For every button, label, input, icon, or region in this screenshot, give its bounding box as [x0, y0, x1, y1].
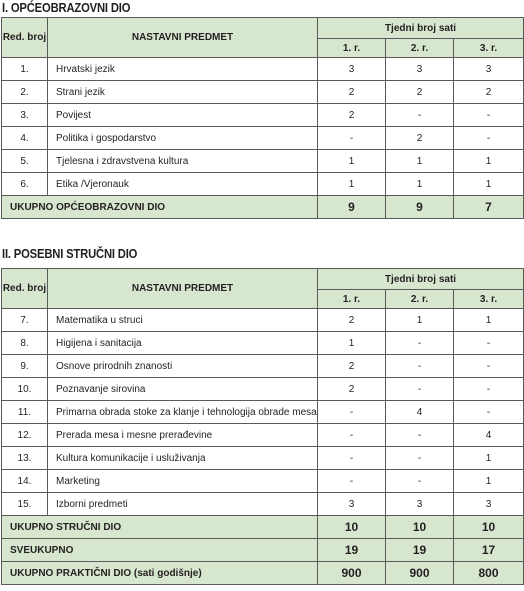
hours-year-1: -	[318, 127, 386, 150]
table-row	[2, 309, 524, 332]
hours-year-3: -	[454, 104, 524, 127]
table-row	[2, 104, 524, 127]
total-year-1: 19	[318, 539, 386, 562]
hours-year-2: 2	[386, 81, 454, 104]
hours-year-3: 4	[454, 424, 524, 447]
total-year-1: 9	[318, 196, 386, 219]
subject-name: Poznavanje sirovina	[48, 378, 318, 401]
subject-name: Marketing	[48, 470, 318, 493]
row-number: 5.	[2, 150, 48, 173]
total-row-3	[2, 562, 524, 585]
table-row	[2, 493, 524, 516]
hours-year-1: -	[318, 424, 386, 447]
hours-year-3: -	[454, 355, 524, 378]
table-row	[2, 401, 524, 424]
subject-name: Matematika u struci	[48, 309, 318, 332]
hours-year-1: 3	[318, 58, 386, 81]
hours-year-1: 2	[318, 378, 386, 401]
header-year-1: 1. r.	[318, 39, 386, 58]
total-year-2: 10	[386, 516, 454, 539]
header-weekly-hours: Tjedni broj sati	[318, 269, 524, 290]
table-row	[2, 355, 524, 378]
total-row-1	[2, 516, 524, 539]
hours-year-2: 1	[386, 173, 454, 196]
subject-name: Osnove prirodnih znanosti	[48, 355, 318, 378]
total-label: UKUPNO PRAKTIČNI DIO (sati godišnje)	[2, 562, 318, 585]
row-number: 3.	[2, 104, 48, 127]
header-row-number: Red. broj	[2, 18, 48, 58]
total-year-3: 800	[454, 562, 524, 585]
total-year-3: 17	[454, 539, 524, 562]
hours-year-2: 4	[386, 401, 454, 424]
hours-year-3: -	[454, 332, 524, 355]
header-year-3: 3. r.	[454, 290, 524, 309]
subject-name: Tjelesna i zdravstvena kultura	[48, 150, 318, 173]
hours-year-2: -	[386, 470, 454, 493]
row-number: 9.	[2, 355, 48, 378]
hours-year-3: 1	[454, 470, 524, 493]
hours-year-3: -	[454, 401, 524, 424]
row-number: 15.	[2, 493, 48, 516]
row-number: 12.	[2, 424, 48, 447]
row-number: 1.	[2, 58, 48, 81]
hours-year-1: 2	[318, 309, 386, 332]
total-year-3: 7	[454, 196, 524, 219]
header-subject: NASTAVNI PREDMET	[48, 18, 318, 58]
hours-year-3: 3	[454, 58, 524, 81]
row-number: 14.	[2, 470, 48, 493]
total-year-2: 900	[386, 562, 454, 585]
subject-name: Politika i gospodarstvo	[48, 127, 318, 150]
table-row	[2, 470, 524, 493]
hours-year-1: 2	[318, 104, 386, 127]
hours-year-2: -	[386, 332, 454, 355]
row-number: 10.	[2, 378, 48, 401]
hours-year-2: 3	[386, 493, 454, 516]
subject-name: Povijest	[48, 104, 318, 127]
table-vocational-subjects	[1, 268, 524, 585]
hours-year-1: 3	[318, 493, 386, 516]
row-number: 8.	[2, 332, 48, 355]
table-row	[2, 447, 524, 470]
hours-year-3: 1	[454, 150, 524, 173]
section-title-general: I. OPĆEOBRAZOVNI DIO	[2, 1, 131, 15]
total-row-2	[2, 539, 524, 562]
header-year-2: 2. r.	[386, 290, 454, 309]
subject-name: Prerada mesa i mesne prerađevine	[48, 424, 318, 447]
table-row	[2, 150, 524, 173]
header-subject: NASTAVNI PREDMET	[48, 269, 318, 309]
hours-year-2: -	[386, 378, 454, 401]
hours-year-1: -	[318, 470, 386, 493]
hours-year-3: 1	[454, 309, 524, 332]
hours-year-1: 1	[318, 332, 386, 355]
hours-year-1: -	[318, 401, 386, 424]
hours-year-2: 2	[386, 127, 454, 150]
hours-year-2: 1	[386, 309, 454, 332]
header-year-1: 1. r.	[318, 290, 386, 309]
table-row	[2, 378, 524, 401]
total-year-3: 10	[454, 516, 524, 539]
total-year-1: 900	[318, 562, 386, 585]
table-row	[2, 424, 524, 447]
table-row	[2, 173, 524, 196]
total-row-general	[2, 196, 524, 219]
hours-year-1: 1	[318, 150, 386, 173]
row-number: 2.	[2, 81, 48, 104]
hours-year-1: 2	[318, 355, 386, 378]
hours-year-2: 3	[386, 58, 454, 81]
subject-name: Strani jezik	[48, 81, 318, 104]
total-label: SVEUKUPNO	[2, 539, 318, 562]
table-row	[2, 81, 524, 104]
subject-name: Hrvatski jezik	[48, 58, 318, 81]
hours-year-1: -	[318, 447, 386, 470]
total-year-2: 19	[386, 539, 454, 562]
subject-name: Etika /Vjeronauk	[48, 173, 318, 196]
total-year-2: 9	[386, 196, 454, 219]
row-number: 11.	[2, 401, 48, 424]
row-number: 13.	[2, 447, 48, 470]
hours-year-2: -	[386, 447, 454, 470]
hours-year-3: -	[454, 127, 524, 150]
row-number: 4.	[2, 127, 48, 150]
row-number: 6.	[2, 173, 48, 196]
total-label: UKUPNO STRUČNI DIO	[2, 516, 318, 539]
table-row	[2, 332, 524, 355]
header-weekly-hours: Tjedni broj sati	[318, 18, 524, 39]
hours-year-3: 2	[454, 81, 524, 104]
subject-name: Kultura komunikacije i usluživanja	[48, 447, 318, 470]
total-label: UKUPNO OPĆEOBRAZOVNI DIO	[2, 196, 318, 219]
hours-year-1: 2	[318, 81, 386, 104]
hours-year-2: -	[386, 104, 454, 127]
hours-year-2: -	[386, 424, 454, 447]
total-year-1: 10	[318, 516, 386, 539]
header-year-2: 2. r.	[386, 39, 454, 58]
hours-year-2: -	[386, 355, 454, 378]
hours-year-3: 3	[454, 493, 524, 516]
header-year-3: 3. r.	[454, 39, 524, 58]
section-title-vocational: II. POSEBNI STRUČNI DIO	[2, 247, 138, 261]
table-row	[2, 58, 524, 81]
header-row-number: Red. broj	[2, 269, 48, 309]
hours-year-3: 1	[454, 173, 524, 196]
subject-name: Izborni predmeti	[48, 493, 318, 516]
subject-name: Higijena i sanitacija	[48, 332, 318, 355]
hours-year-3: -	[454, 378, 524, 401]
hours-year-1: 1	[318, 173, 386, 196]
table-general-subjects	[1, 17, 524, 219]
hours-year-3: 1	[454, 447, 524, 470]
hours-year-2: 1	[386, 150, 454, 173]
table-row	[2, 127, 524, 150]
row-number: 7.	[2, 309, 48, 332]
subject-name: Primarna obrada stoke za klanje i tehnologija obrade mesa	[48, 401, 318, 424]
